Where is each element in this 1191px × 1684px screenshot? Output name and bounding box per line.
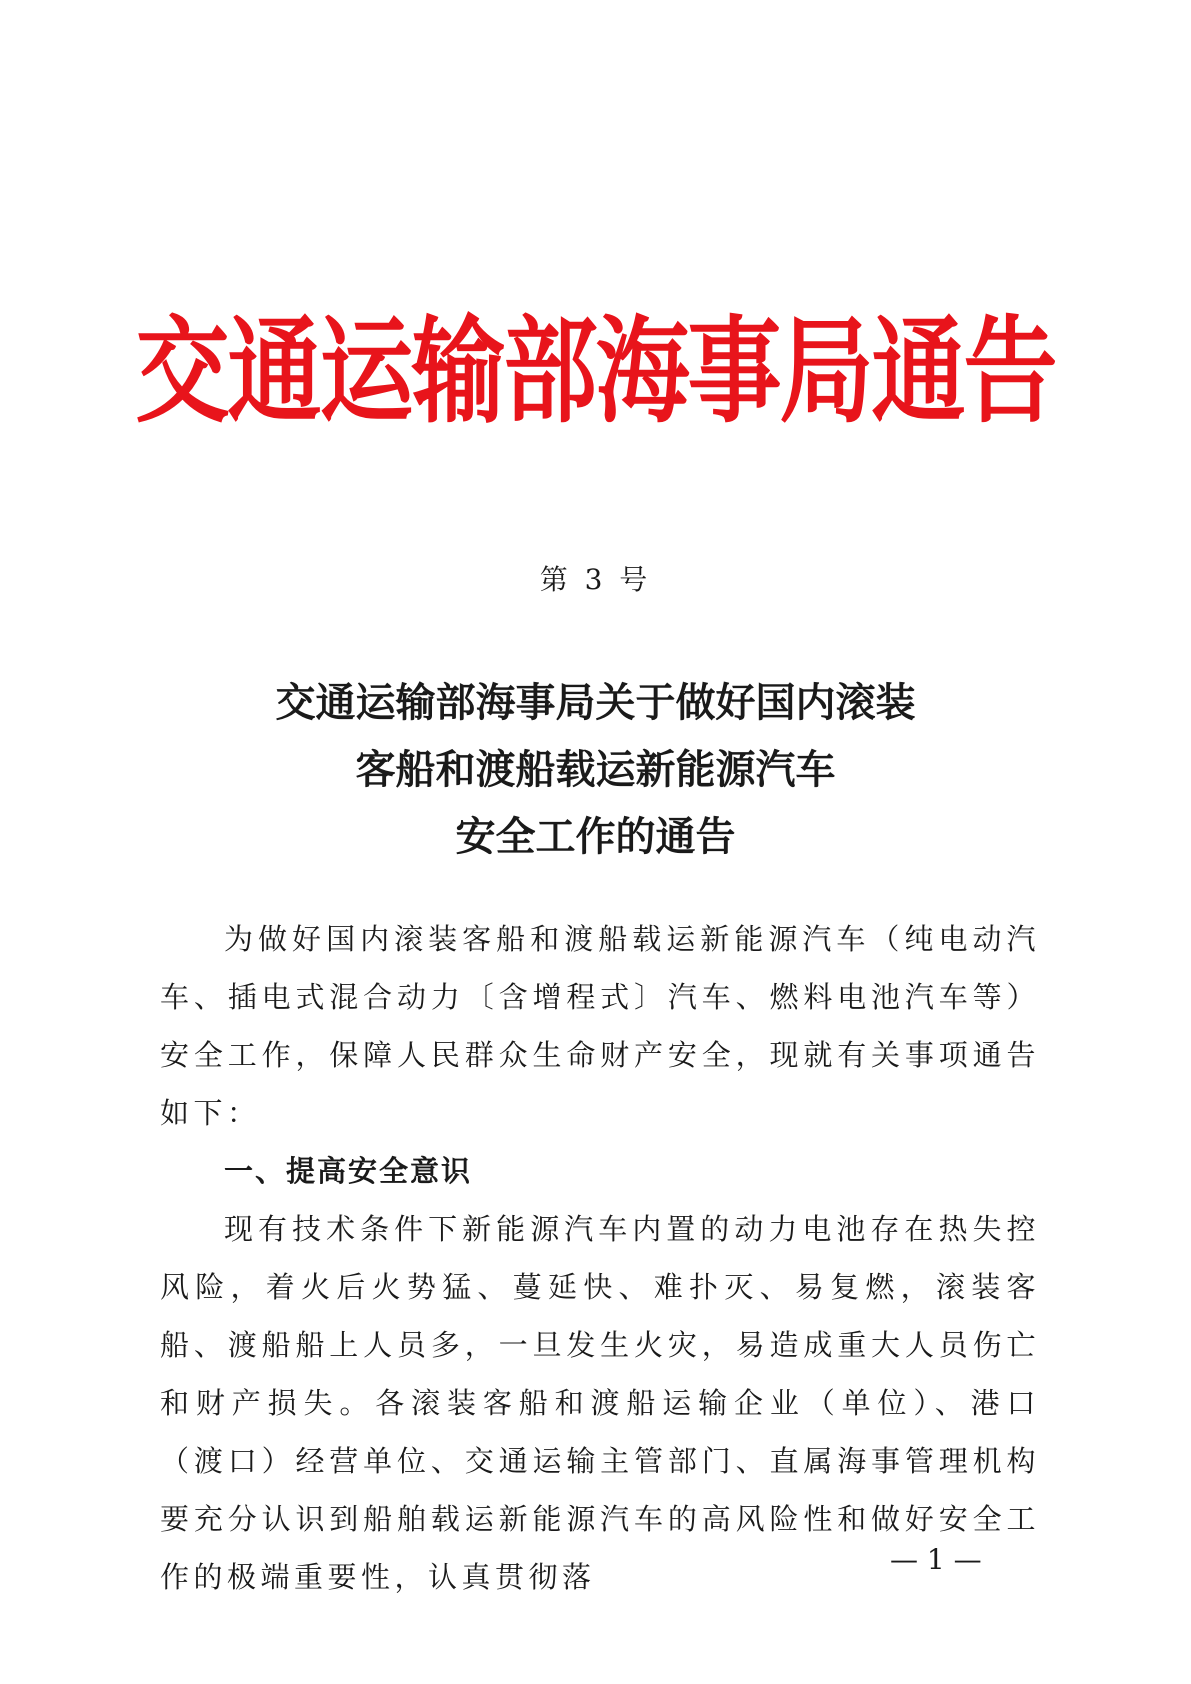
masthead-title: 交通运输部海事局通告	[135, 306, 1056, 440]
document-title	[0, 670, 1191, 871]
document-title-line-1: 交通运输部海事局关于做好国内滚装	[275, 680, 916, 726]
section-1-paragraph: 现有技术条件下新能源汽车内置的动力电池存在热失控风险，着火后火势猛、蔓延快、难扑灭、易复燃，滚装客船、渡船船上人员多，一旦发生火灾，易造成重大人员伤亡和财产损失。各滚装客船和渡船运输企业（单位）、港口（渡口）经营单位、交通运输主管部门、直属海事管理机构要充分认识到船舶载运新能源汽车的高风险性和做好安全工作的极端重要性，认真贯彻落	[160, 1212, 1040, 1594]
document-title-line-3: 安全工作的通告	[455, 814, 736, 860]
document-title-line-2: 客船和渡船载运新能源汽车	[355, 747, 836, 793]
section-1-heading: 一、提高安全意识	[224, 1154, 473, 1188]
document-body	[160, 910, 1040, 1606]
document-number: 第 3 号	[539, 563, 652, 596]
page-number: — 1 —	[890, 1543, 982, 1576]
intro-paragraph: 为做好国内滚装客船和渡船载运新能源汽车（纯电动汽车、插电式混合动力〔含增程式〕汽车、燃料电池汽车等）安全工作，保障人民群众生命财产安全，现就有关事项通告如下：	[160, 922, 1040, 1130]
